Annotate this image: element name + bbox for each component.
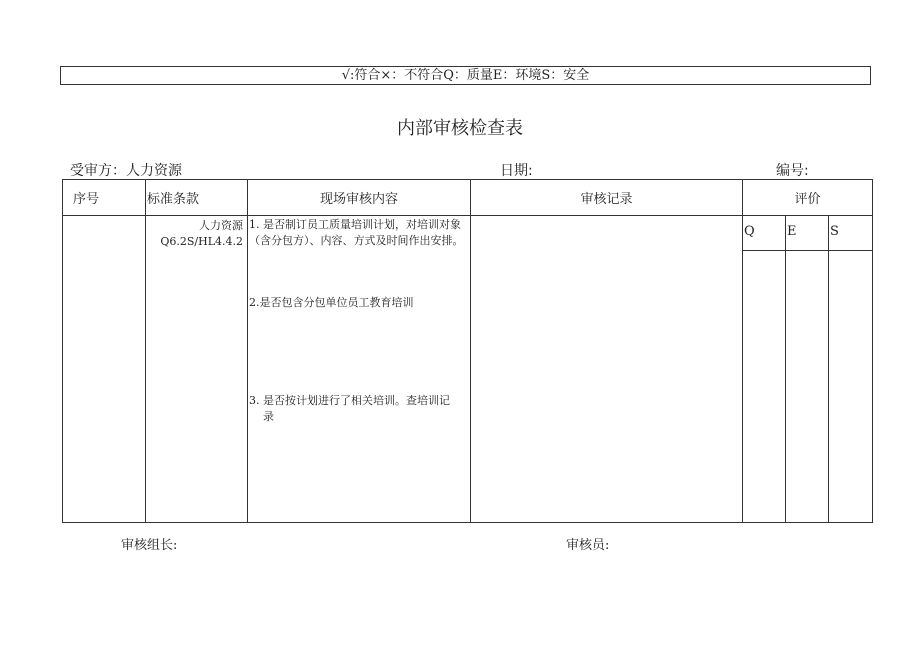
auditor-label: 审核员: — [566, 538, 610, 553]
legend-box — [60, 66, 871, 85]
audit-item-3-line1: 3. 是否按计划进行了相关培训。查培训记 — [249, 394, 450, 407]
eval-e-label: E — [786, 216, 829, 251]
audit-item-3 — [249, 393, 468, 425]
clause-cell — [146, 216, 248, 523]
audit-item-1: 1. 是否制订员工质量培训计划，对培训对象（含分包方）、内容、方式及时间作出安排。 — [249, 218, 464, 247]
clause-name: 人力资源 — [199, 219, 243, 232]
audit-item-2: 2.是否包含分包单位员工教育培训 — [249, 296, 414, 309]
table-row — [63, 216, 873, 251]
seq-cell — [63, 216, 146, 523]
header-seq: 序号 — [63, 180, 146, 216]
eval-s-cell[interactable] — [829, 251, 873, 523]
header-clause: 标准条款 — [146, 180, 248, 216]
audit-item-3-line2: 录 — [263, 410, 274, 423]
header-row — [63, 180, 873, 216]
eval-s-label: S — [829, 216, 873, 251]
audit-checklist-table — [62, 179, 873, 523]
content-cell — [248, 216, 471, 523]
eval-e-cell[interactable] — [786, 251, 829, 523]
date-label: 日期: — [500, 163, 533, 179]
record-cell[interactable] — [471, 216, 743, 523]
clause-code: Q6.2S/HL4.4.2 — [160, 235, 243, 248]
header-content: 现场审核内容 — [248, 180, 471, 216]
header-evaluation: 评价 — [743, 180, 873, 216]
eval-q-cell[interactable] — [743, 251, 786, 523]
audit-leader-label: 审核组长: — [121, 538, 178, 553]
header-record: 审核记录 — [471, 180, 743, 216]
auditee-label: 受审方：人力资源 — [70, 163, 182, 179]
eval-q-label: Q — [743, 216, 786, 251]
page-title: 内部审核检查表 — [397, 118, 523, 139]
legend-text: √:符合×：不符合Q：质量E：环境S：安全 — [341, 68, 590, 83]
number-label: 编号: — [776, 163, 809, 179]
